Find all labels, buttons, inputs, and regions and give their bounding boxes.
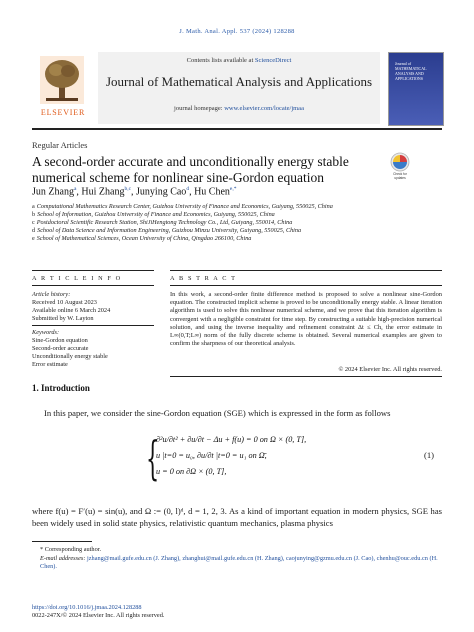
article-info-sub-rule xyxy=(32,285,154,286)
affiliation-item xyxy=(32,235,442,243)
corresponding-author-note: * Corresponding author. xyxy=(40,546,102,553)
author-affiliation-mark[interactable]: e,* xyxy=(229,186,237,192)
author-name: Jun Zhang xyxy=(32,186,74,198)
section-label: Regular Articles xyxy=(32,140,88,150)
keywords-label: Keywords: xyxy=(32,329,60,336)
keyword-item: Error estimate xyxy=(32,361,68,368)
article-info-mid-rule xyxy=(32,325,154,326)
homepage-link[interactable]: www.elsevier.com/locate/jmaa xyxy=(224,105,304,112)
contents-prefix: Contents lists available at xyxy=(186,57,255,64)
author-name: Hui Zhang xyxy=(81,186,125,198)
author-affiliation-mark[interactable]: b,c xyxy=(124,186,132,192)
abstract-sub-rule xyxy=(170,285,442,286)
affiliation-item xyxy=(32,227,442,235)
journal-title[interactable]: Journal of Mathematical Analysis and Applications xyxy=(105,74,373,89)
affiliation-text: School of Mathematical Sciences, Ocean University of China, Qingdao 266100, China xyxy=(36,235,252,242)
journal-cover-image[interactable] xyxy=(388,52,444,126)
footnote-rule xyxy=(32,541,92,542)
abstract-heading: A B S T R A C T xyxy=(170,275,237,282)
affiliation-symbol: a xyxy=(32,203,35,210)
journal-cover-text: Journal of MATHEMATICAL ANALYSIS AND APPLICATIONS xyxy=(395,61,427,81)
issn-copyright: 0022-247X/© 2024 Elsevier Inc. All rights reserved. xyxy=(32,612,165,619)
abstract-text: In this work, a second-order finite difference method is proposed to solve a nonlinear sine-Gordon equation. The constructed implicit scheme is proved to be unconditionally energy stable. A linear iteration algorithm is used to solve this nonlinear numerical scheme, and we prove that this iteration algorithm is convergent with a negligible constraint for time step. By constructing a suitable high-precision numerical solution, and using the inverse inequality and refinement constraint Δt ≤ Ch, the error estimate in L∞(0,T;L∞) norm of the fully discrete scheme is obtained. Several numerical examples are given to confirm the sharpness of our theoretical analysis. xyxy=(170,291,442,348)
affiliation-text: Computational Mathematics Research Center, Guizhou University of Finance and Economics, Guiyang, 550025, China xyxy=(36,203,333,210)
affiliation-item xyxy=(32,211,442,219)
affiliation-text: School of Data Science and Information Engineering, Guizhou Minzu University, Guiyang, 550025, China xyxy=(37,227,302,234)
article-info-top-rule xyxy=(32,270,154,271)
intro-paragraph-1: In this paper, we consider the sine-Gordon equation (SGE) which is expressed in the form as follows xyxy=(44,408,391,418)
author-list: Jun Zhang$^a$, Hui Zhang$^{b,c}$, Junying Cao$^d$, Hu Chen$^{e,*}$ xyxy=(32,186,237,198)
keywords-block xyxy=(32,329,154,369)
article-info-heading: A R T I C L E I N F O xyxy=(32,275,122,282)
contents-line xyxy=(98,57,380,64)
equation-brace: { xyxy=(146,431,160,485)
abstract-copyright: © 2024 Elsevier Inc. All rights reserved. xyxy=(338,366,442,373)
equation-line: u |t=0 = u₀, ∂u/∂t |t=0 = u₁ on Ω̄, xyxy=(156,451,267,460)
abstract-top-rule xyxy=(170,270,442,271)
crossmark-label: Check for updates xyxy=(393,172,407,180)
affiliation-symbol: d xyxy=(32,227,36,234)
author-name: Junying Cao xyxy=(136,186,187,198)
intro-paragraph-2: where f(u) = F′(u) = sin(u), and Ω := (0, l)ᵈ, d = 1, 2, 3. As a kind of important equation in modern physics, SGE has been widely used in solid state physics, relativistic quantum mechanics, plasma physics xyxy=(32,506,442,528)
elsevier-wordmark: ELSEVIER xyxy=(40,108,86,117)
affiliation-text: School of Information, Guizhou University of Finance and Economics, Guiyang, 550025, China xyxy=(37,211,275,218)
section-heading-introduction: 1. Introduction xyxy=(32,383,90,393)
affiliation-symbol: b xyxy=(32,211,36,218)
history-item: Submitted by W. Layton xyxy=(32,315,94,322)
sciencedirect-link[interactable]: ScienceDirect xyxy=(254,57,292,64)
homepage-line xyxy=(98,105,380,112)
affiliations xyxy=(32,203,442,243)
journal-info-box xyxy=(98,52,380,124)
elsevier-tree-icon xyxy=(40,56,84,104)
email-note xyxy=(32,555,442,572)
email-addresses[interactable]: jzhang@mail.gufe.edu.cn (J. Zhang), zhanghui@mail.gufe.edu.cn (H. Zhang), caojunying@gzmu.edu.cn (J. Cao), chenhu@ouc.edu.cn (H. Chen). xyxy=(40,554,438,570)
paper-title: A second-order accurate and unconditionally energy stable numerical scheme for nonlinear sine-Gordon equation xyxy=(32,154,349,185)
history-label: Article history: xyxy=(32,291,71,298)
article-history xyxy=(32,291,154,323)
affiliation-symbol: c xyxy=(32,219,35,226)
author-affiliation-mark[interactable]: a xyxy=(73,186,77,192)
affiliation-text: Postdoctoral Scientific Research Station, ShiJiHengtong Technology Co., Ltd, Guiyang, 550014, China xyxy=(36,219,293,226)
journal-citation[interactable]: J. Math. Anal. Appl. 537 (2024) 128288 xyxy=(179,28,295,35)
equation-line: ∂²u/∂t² + ∂u/∂t − Δu + f(u) = 0 on Ω × (0, T], xyxy=(156,435,307,444)
footnotes xyxy=(32,546,442,572)
elsevier-logo xyxy=(32,52,94,124)
affiliation-item xyxy=(32,203,442,211)
homepage-prefix: journal homepage: xyxy=(174,105,225,112)
email-label: E-mail addresses: xyxy=(40,554,87,562)
affiliation-symbol: e xyxy=(32,235,35,242)
journal-header xyxy=(32,52,442,124)
keyword-item: Unconditionally energy stable xyxy=(32,353,108,360)
history-item: Received 10 August 2023 xyxy=(32,299,97,306)
crossmark-badge[interactable] xyxy=(388,152,412,182)
abstract-bottom-rule xyxy=(170,376,442,377)
doi-link[interactable]: https://doi.org/10.1016/j.jmaa.2024.128288 xyxy=(32,604,142,611)
author-affiliation-mark[interactable]: d xyxy=(186,186,190,192)
author-name: Hu Chen xyxy=(194,186,230,198)
keyword-item: Second-order accurate xyxy=(32,345,89,352)
equation-1 xyxy=(146,432,336,492)
affiliation-item xyxy=(32,219,442,227)
equation-line: u = 0 on ∂Ω × (0, T], xyxy=(156,467,227,476)
header-divider xyxy=(32,128,442,130)
article-footer xyxy=(32,604,164,620)
keyword-item: Sine-Gordon equation xyxy=(32,337,88,344)
history-item: Available online 6 March 2024 xyxy=(32,307,111,314)
equation-number: (1) xyxy=(424,450,435,460)
